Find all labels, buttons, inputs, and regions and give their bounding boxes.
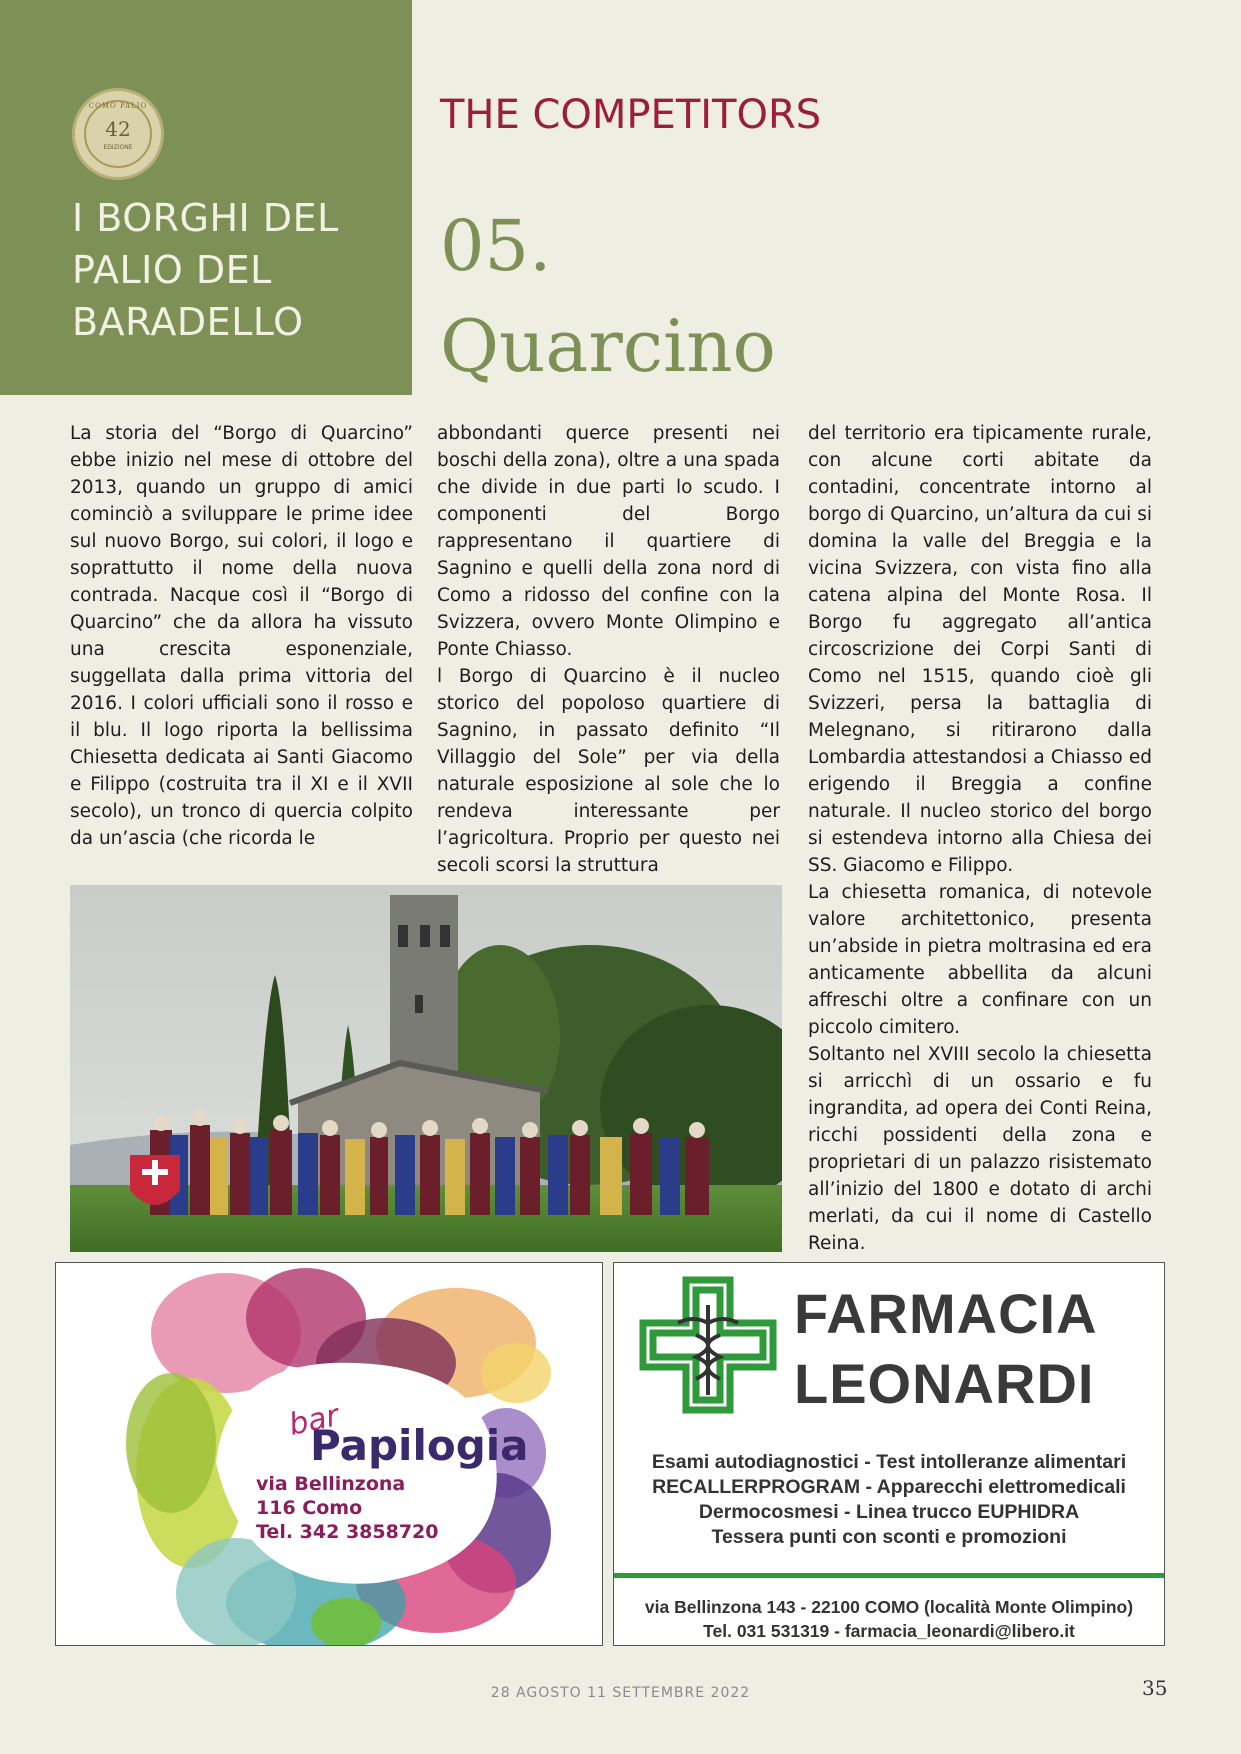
pharmacy-cross-icon [638, 1275, 778, 1415]
bar-name: Papilogia [310, 1421, 529, 1470]
kicker: THE COMPETITORS [440, 92, 822, 138]
issue-date: 28 AGOSTO 11 SETTEMBRE 2022 [490, 1685, 751, 1701]
section-title [72, 192, 402, 348]
pharmacy-name-line: LEONARDI [794, 1352, 1095, 1415]
paragraph: La chiesetta romanica, di notevole valore architettonico, presenta un’abside in pietra moltrasina ed era anticamente abbellita da alcuni affreschi oltre a confinare con un piccolo cimitero. [808, 882, 1152, 1038]
pharmacy-address: via Bellinzona 143 - 22100 COMO (località Monte Olimpino) [644, 1597, 1134, 1617]
pharmacy-contact: Tel. 031 531319 - farmacia_leonardi@libero.it [703, 1621, 1075, 1641]
paragraph: del territorio era tipicamente rurale, con alcune corti abitate da contadini, concentrate intorno al borgo di Quarcino, un’altura da cui si domina la valle del Breggia e la vicina Svizzera, con vista fino alla catena alpina del Monte Rosa. Il Borgo fu aggregato all’antica circoscrizione dei Corpi Santi di Como nel 1515, quando cioè gli Svizzeri, persa la battaglia di Melegnano, si ritirarono dalla Lombardia attestandosi a Chiasso ed erigendo il Breggia a confine naturale. Il nucleo storico del borgo si estendeva intorno alla Chiesa dei SS. Giacomo e Filippo. [808, 423, 1152, 876]
seal-top-text: COMO PALIO [88, 102, 148, 110]
bar-phone: Tel. 342 3858720 [256, 1521, 439, 1543]
body-column-3 [808, 420, 1152, 1257]
section-title-line: I BORGHI DEL [72, 196, 339, 240]
bar-prefix: bar [285, 1398, 342, 1443]
pharmacy-service: Tessera punti con sconti e promozioni [711, 1526, 1067, 1548]
section-title-line: PALIO DEL [72, 248, 272, 292]
bar-papilogia-ad [55, 1262, 603, 1646]
farmacia-leonardi-ad [613, 1262, 1165, 1646]
bar-address-line: 116 Como [256, 1497, 363, 1519]
paragraph: abbondanti querce presenti nei boschi della zona), oltre a una spada che divide in due parti lo scudo. I componenti del Borgo rappresentano il quartiere di Sagnino e quelli della zona nord di Como a ridosso del confine con la Svizzera, ovvero Monte Olimpino e Ponte Chiasso. [437, 423, 780, 660]
pharmacy-service: Dermocosmesi - Linea trucco EUPHIDRA [698, 1501, 1080, 1523]
page-number: 35 [1142, 1676, 1168, 1700]
pharmacy-service: RECALLERPROGRAM - Apparecchi elettromedicali [652, 1476, 1126, 1498]
body-column-2 [437, 420, 780, 879]
group-photo [70, 885, 782, 1252]
section-title-line: BARADELLO [72, 300, 304, 344]
seal-edition-number: 42 [105, 117, 131, 141]
pharmacy-service: Esami autodiagnostici - Test intolleranze alimentari [651, 1451, 1127, 1473]
bar-address-line: via Bellinzona [256, 1473, 406, 1495]
paragraph: l Borgo di Quarcino è il nucleo storico del popoloso quartiere di Sagnino, in passato definito “Il Villaggio del Sole” per via della naturale esposizione al sole che lo rendeva interessante per l’agricoltura. Proprio per questo nei secoli scorsi la struttura [437, 666, 780, 876]
paragraph: Soltanto nel XVIII secolo la chiesetta si arricchì di un ossario e fu ingrandita, ad opera dei Conti Reina, ricchi possidenti della zona e proprietari di un palazzo risistemato all’inizio del 1800 e dotato di archi merlati, da cui il nome di Castello Reina. [808, 1044, 1152, 1254]
article-title: Quarcino [440, 304, 776, 388]
palio-edition-seal [72, 88, 164, 180]
pharmacy-name [794, 1279, 1098, 1419]
article-number: 05. [440, 205, 552, 287]
paragraph: La storia del “Borgo di Quarcino” ebbe inizio nel mese di ottobre del 2013, quando un gruppo di amici cominciò a sviluppare le prime idee sul nuovo Borgo, sui colori, il logo e soprattutto il nome della nuova contrada. Nacque così il “Borgo di Quarcino” che da allora ha vissuto una crescita esponenziale, suggellata dalla prima vittoria del 2016. I colori ufficiali sono il rosso e il blu. Il logo riporta la bellissima Chiesetta dedicata ai Santi Giacomo e Filippo (costruita tra il XI e il XVII secolo), un tronco di quercia colpito da un’ascia (che ricorda le [70, 423, 413, 849]
seal-edition-label: EDIZIONE [103, 144, 133, 151]
pharmacy-name-line: FARMACIA [794, 1282, 1098, 1345]
body-column-1 [70, 420, 413, 852]
pharmacy-divider [614, 1573, 1164, 1578]
